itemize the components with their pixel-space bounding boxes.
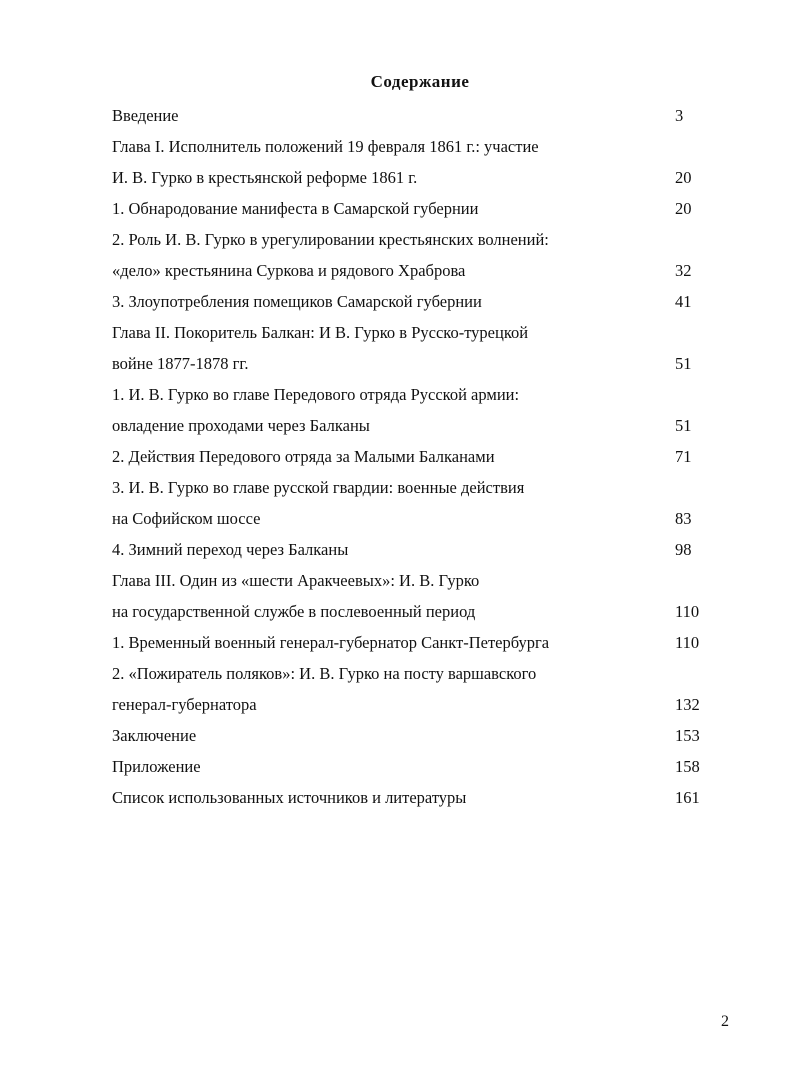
toc-row — [112, 193, 712, 224]
toc-row — [112, 131, 712, 162]
toc-row — [112, 162, 712, 193]
toc-entry-text: Глава I. Исполнитель положений 19 февраля 1861 г.: участие — [112, 137, 539, 156]
toc-entry-text: И. В. Гурко в крестьянской реформе 1861 г. — [112, 168, 418, 187]
table-of-contents — [112, 100, 712, 813]
toc-row — [112, 596, 712, 627]
toc-entry-text: Глава II. Покоритель Балкан: И В. Гурко в Русско-турецкой — [112, 323, 529, 342]
toc-entry-text: 2. «Пожиратель поляков»: И. В. Гурко на посту варшавского — [112, 664, 537, 683]
toc-entry-page: 161 — [675, 788, 700, 807]
toc-entry-text: Приложение — [112, 757, 201, 776]
toc-entry-text: 3. Злоупотребления помещиков Самарской губернии — [112, 292, 482, 311]
toc-entry-text: «дело» крестьянина Суркова и рядового Храброва — [112, 261, 466, 280]
toc-entry-text: 1. Обнародование манифеста в Самарской губернии — [112, 199, 479, 218]
toc-row — [112, 317, 712, 348]
toc-entry-text: генерал-губернатора — [112, 695, 257, 714]
toc-row — [112, 224, 712, 255]
toc-entry-text: Список использованных источников и литературы — [112, 788, 467, 807]
toc-entry-page: 98 — [675, 540, 692, 559]
toc-row — [112, 348, 712, 379]
toc-entry-page: 71 — [675, 447, 692, 466]
toc-entry-page: 110 — [675, 602, 700, 621]
toc-row — [112, 100, 712, 131]
toc-row — [112, 627, 712, 658]
toc-entry-text: 1. Временный военный генерал-губернатор Санкт-Петербурга — [112, 633, 550, 652]
toc-entry-text: 2. Роль И. В. Гурко в урегулировании крестьянских волнений: — [112, 230, 549, 249]
toc-entry-text: 3. И. В. Гурко во главе русской гвардии: военные действия — [112, 478, 525, 497]
toc-entry-page: 32 — [675, 261, 692, 280]
toc-row — [112, 534, 712, 565]
toc-entry-text: войне 1877-1878 гг. — [112, 354, 249, 373]
toc-row — [112, 472, 712, 503]
toc-row — [112, 720, 712, 751]
toc-entry-text: на государственной службе в послевоенный период — [112, 602, 476, 621]
toc-entry-text: Заключение — [112, 726, 197, 745]
toc-row — [112, 379, 712, 410]
toc-entry-page: 51 — [675, 354, 692, 373]
toc-entry-page: 20 — [675, 168, 692, 187]
toc-entry-page: 110 — [675, 633, 700, 652]
toc-entry-page: 3 — [675, 106, 684, 125]
toc-row — [112, 689, 712, 720]
toc-row — [112, 410, 712, 441]
toc-row — [112, 658, 712, 689]
toc-entry-page: 132 — [675, 695, 700, 714]
toc-entry-text: на Софийском шоссе — [112, 509, 261, 528]
toc-entry-page: 51 — [675, 416, 692, 435]
toc-entry-text: Введение — [112, 106, 179, 125]
toc-entry-page: 20 — [675, 199, 692, 218]
page-number: 2 — [721, 1013, 729, 1030]
toc-entry-page: 158 — [675, 757, 700, 776]
toc-row — [112, 782, 712, 813]
toc-entry-text: овладение проходами через Балканы — [112, 416, 370, 435]
toc-row — [112, 441, 712, 472]
toc-entry-page: 41 — [675, 292, 692, 311]
toc-row — [112, 751, 712, 782]
toc-entry-page: 83 — [675, 509, 692, 528]
toc-entry-text: 2. Действия Передового отряда за Малыми Балканами — [112, 447, 495, 466]
toc-entry-text: Глава III. Один из «шести Аракчеевых»: И. В. Гурко — [112, 571, 480, 590]
toc-row — [112, 503, 712, 534]
toc-entry-text: 1. И. В. Гурко во главе Передового отряда Русской армии: — [112, 385, 520, 404]
toc-row — [112, 565, 712, 596]
toc-row — [112, 286, 712, 317]
page-title: Содержание — [370, 72, 470, 91]
toc-row — [112, 255, 712, 286]
toc-entry-page: 153 — [675, 726, 700, 745]
toc-entry-text: 4. Зимний переход через Балканы — [112, 540, 349, 559]
